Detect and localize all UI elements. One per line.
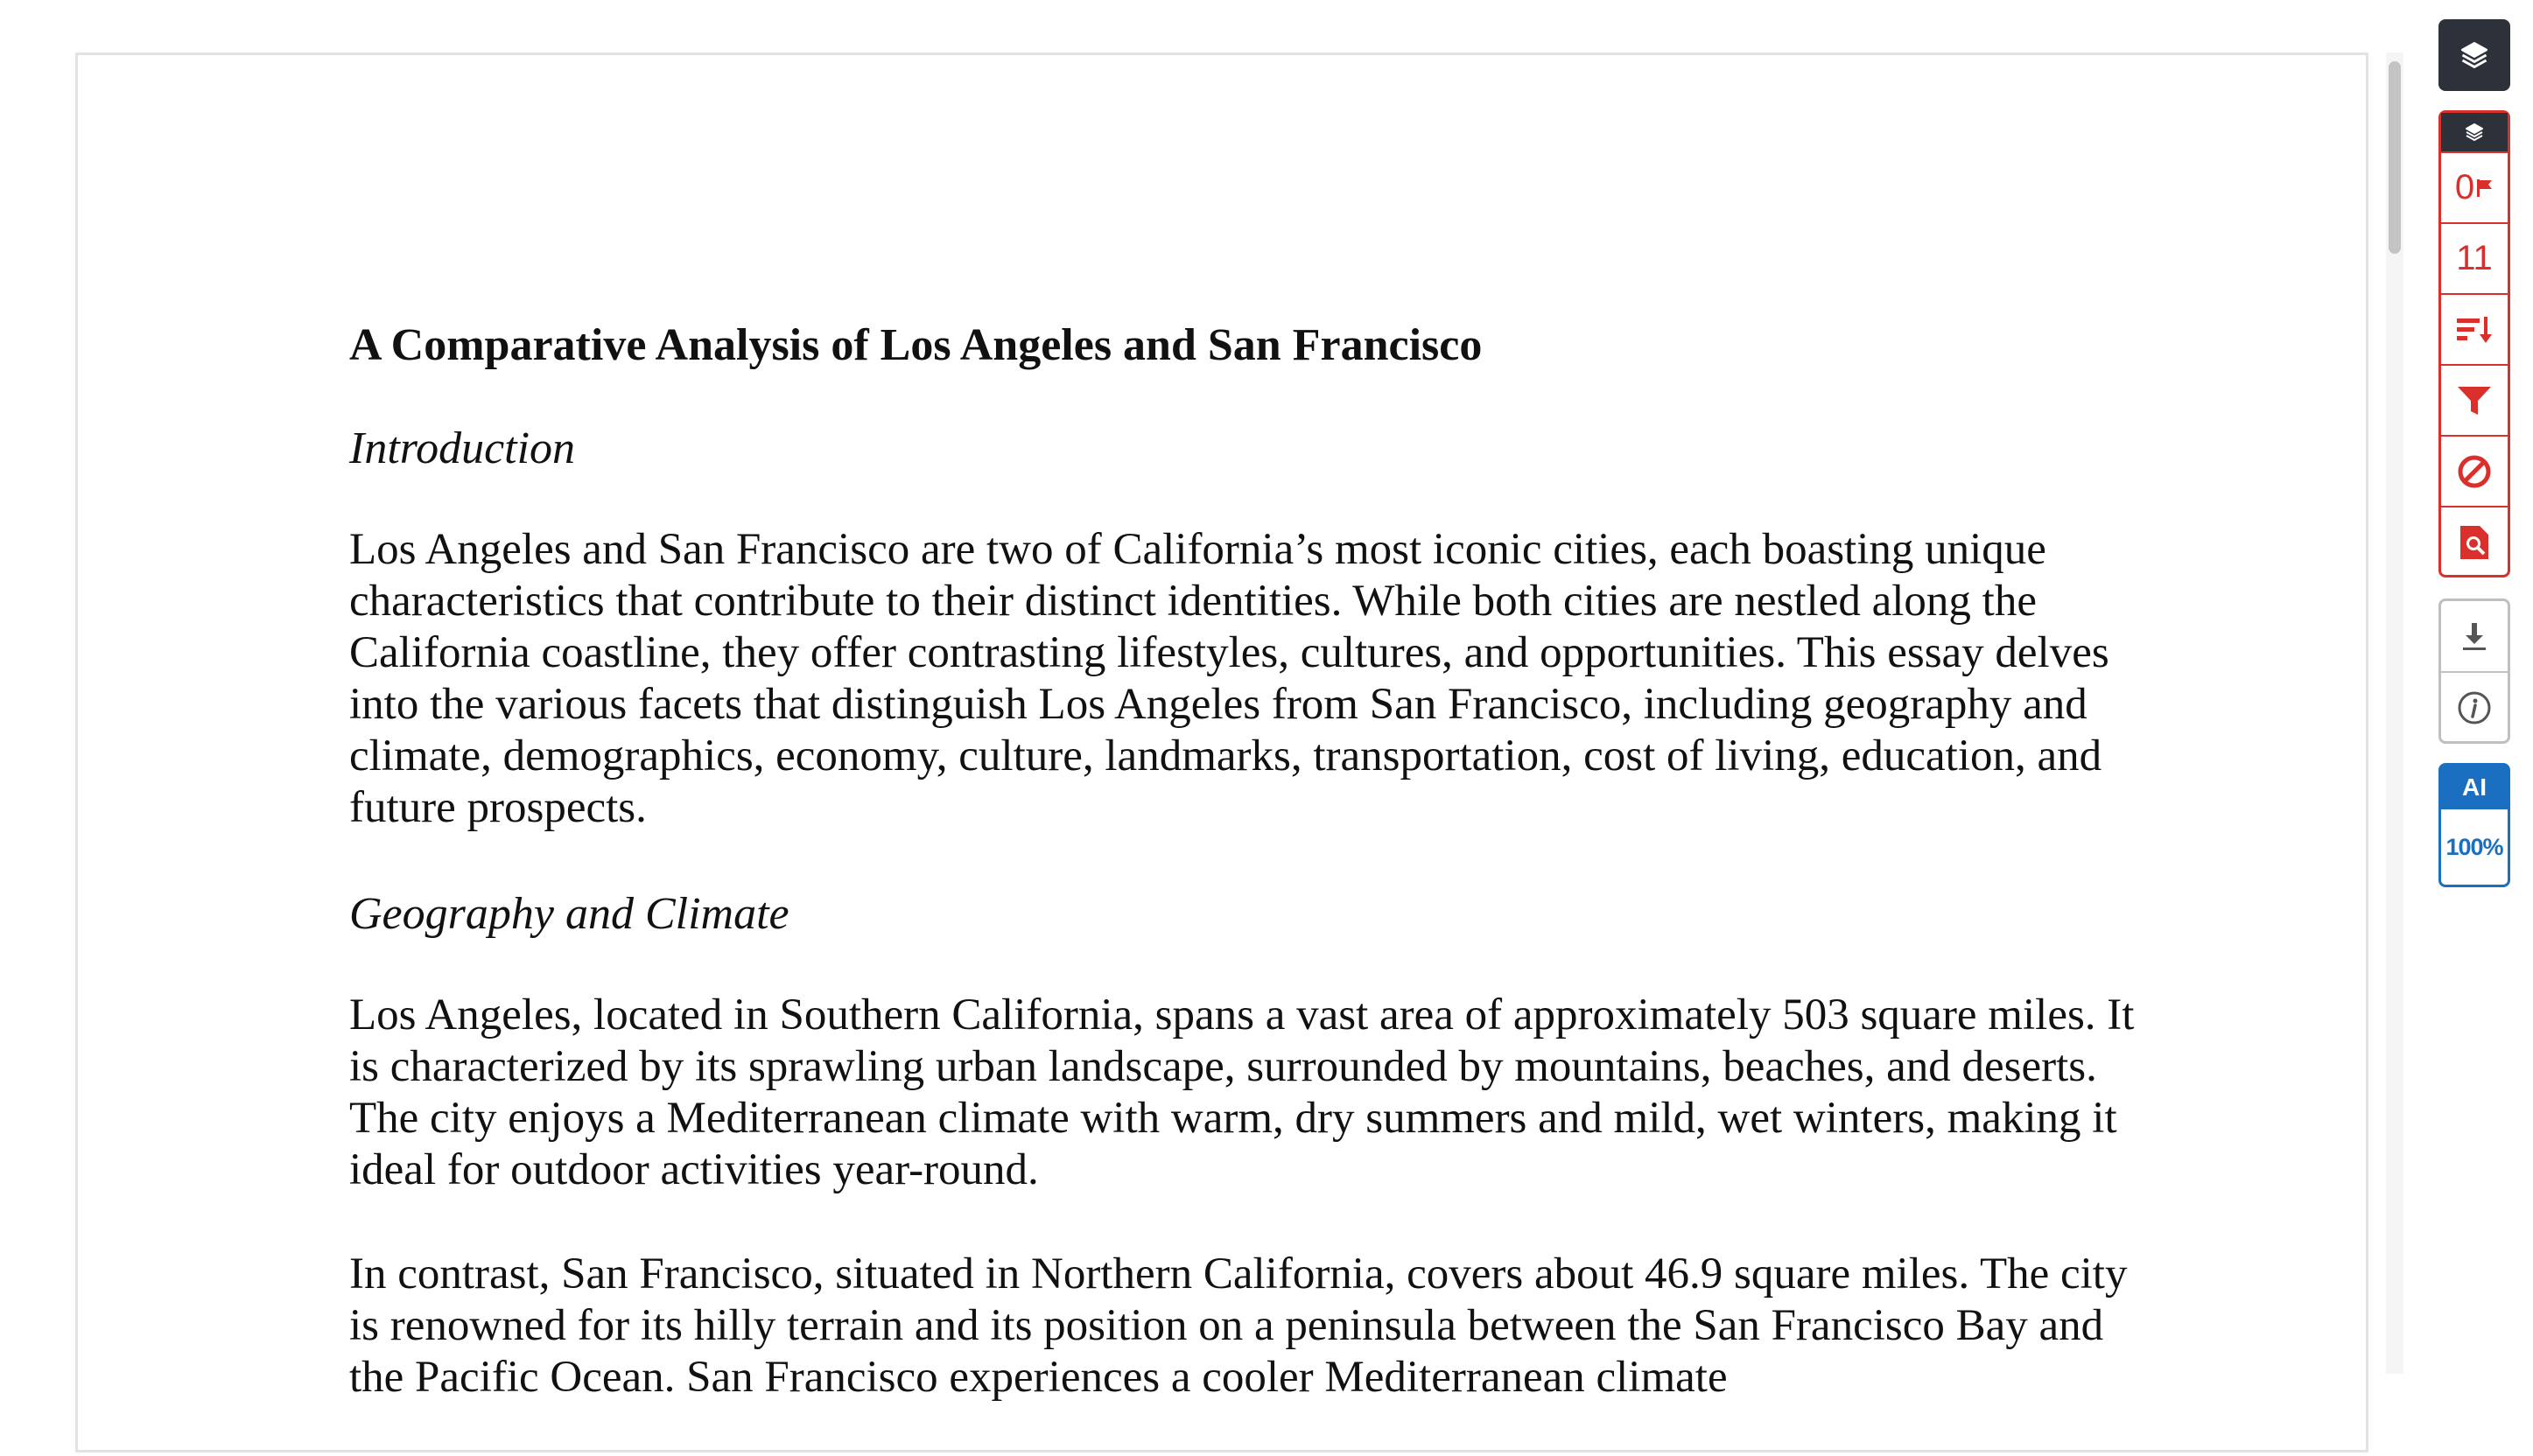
document-content	[349, 318, 2144, 1456]
ai-score-badge[interactable]	[2438, 763, 2510, 887]
search-document-icon	[2459, 524, 2490, 561]
block-button[interactable]	[2441, 435, 2508, 506]
sort-icon	[2457, 315, 2492, 345]
layers-header[interactable]	[2441, 113, 2508, 151]
paragraph-los-angeles-geography: Los Angeles, located in Southern California, spans a vast area of approximately 503 square miles. It is characterized by its sprawling urban landscape, surrounded by mountains, beaches, and deserts. The city enjoys a Mediterranean climate with warm, dry summers and mild, wet winters, making it ideal for outdoor activities year-round.	[349, 990, 2135, 1194]
ai-label: AI	[2441, 766, 2508, 809]
filter-icon	[2457, 385, 2492, 416]
scrollbar-thumb[interactable]	[2389, 61, 2401, 254]
section-heading-introduction: Introduction	[349, 424, 576, 473]
filter-button[interactable]	[2441, 364, 2508, 435]
flag-count: 0	[2454, 168, 2475, 206]
filter-tool-group	[2438, 110, 2510, 578]
download-button[interactable]	[2441, 601, 2508, 671]
document-page	[75, 52, 2368, 1452]
count-button[interactable]: 11	[2441, 222, 2508, 293]
info-icon	[2457, 690, 2492, 725]
download-icon	[2460, 621, 2488, 651]
section-heading-geography: Geography and Climate	[349, 889, 789, 939]
block-icon	[2457, 454, 2492, 489]
paragraph-introduction: Los Angeles and San Francisco are two of California’s most iconic cities, each boasting unique characteristics that contribute to their distinct identities. While both cities are nestled along the California coastline, they offer contrasting lifestyles, cultures, and opportunities. This essay delves into the various facets that distinguish Los Angeles from San Francisco, including geography and climate, demographics, economy, culture, landmarks, transportation, cost of living, education, and future prospects.	[349, 525, 2109, 832]
ai-score-value: 100%	[2445, 833, 2503, 860]
flag-count-button[interactable]	[2441, 151, 2508, 222]
layers-small-icon	[2464, 122, 2485, 143]
paragraph-san-francisco-geography: In contrast, San Francisco, situated in Northern California, covers about 46.9 square miles. The city is renowned for its hilly terrain and its position on a peninsula between the San Francisco Bay and the Pacific Ocean. San Francisco experiences a cooler Mediterranean climate	[349, 1250, 2128, 1402]
search-document-button[interactable]	[2441, 506, 2508, 577]
sort-button[interactable]	[2441, 293, 2508, 364]
info-button[interactable]	[2441, 671, 2508, 743]
layers-button[interactable]	[2438, 19, 2510, 91]
document-title: A Comparative Analysis of Los Angeles and San Francisco	[349, 320, 1483, 370]
layers-icon	[2459, 39, 2490, 71]
flag-icon	[2476, 178, 2494, 198]
utility-tool-group	[2438, 598, 2510, 744]
